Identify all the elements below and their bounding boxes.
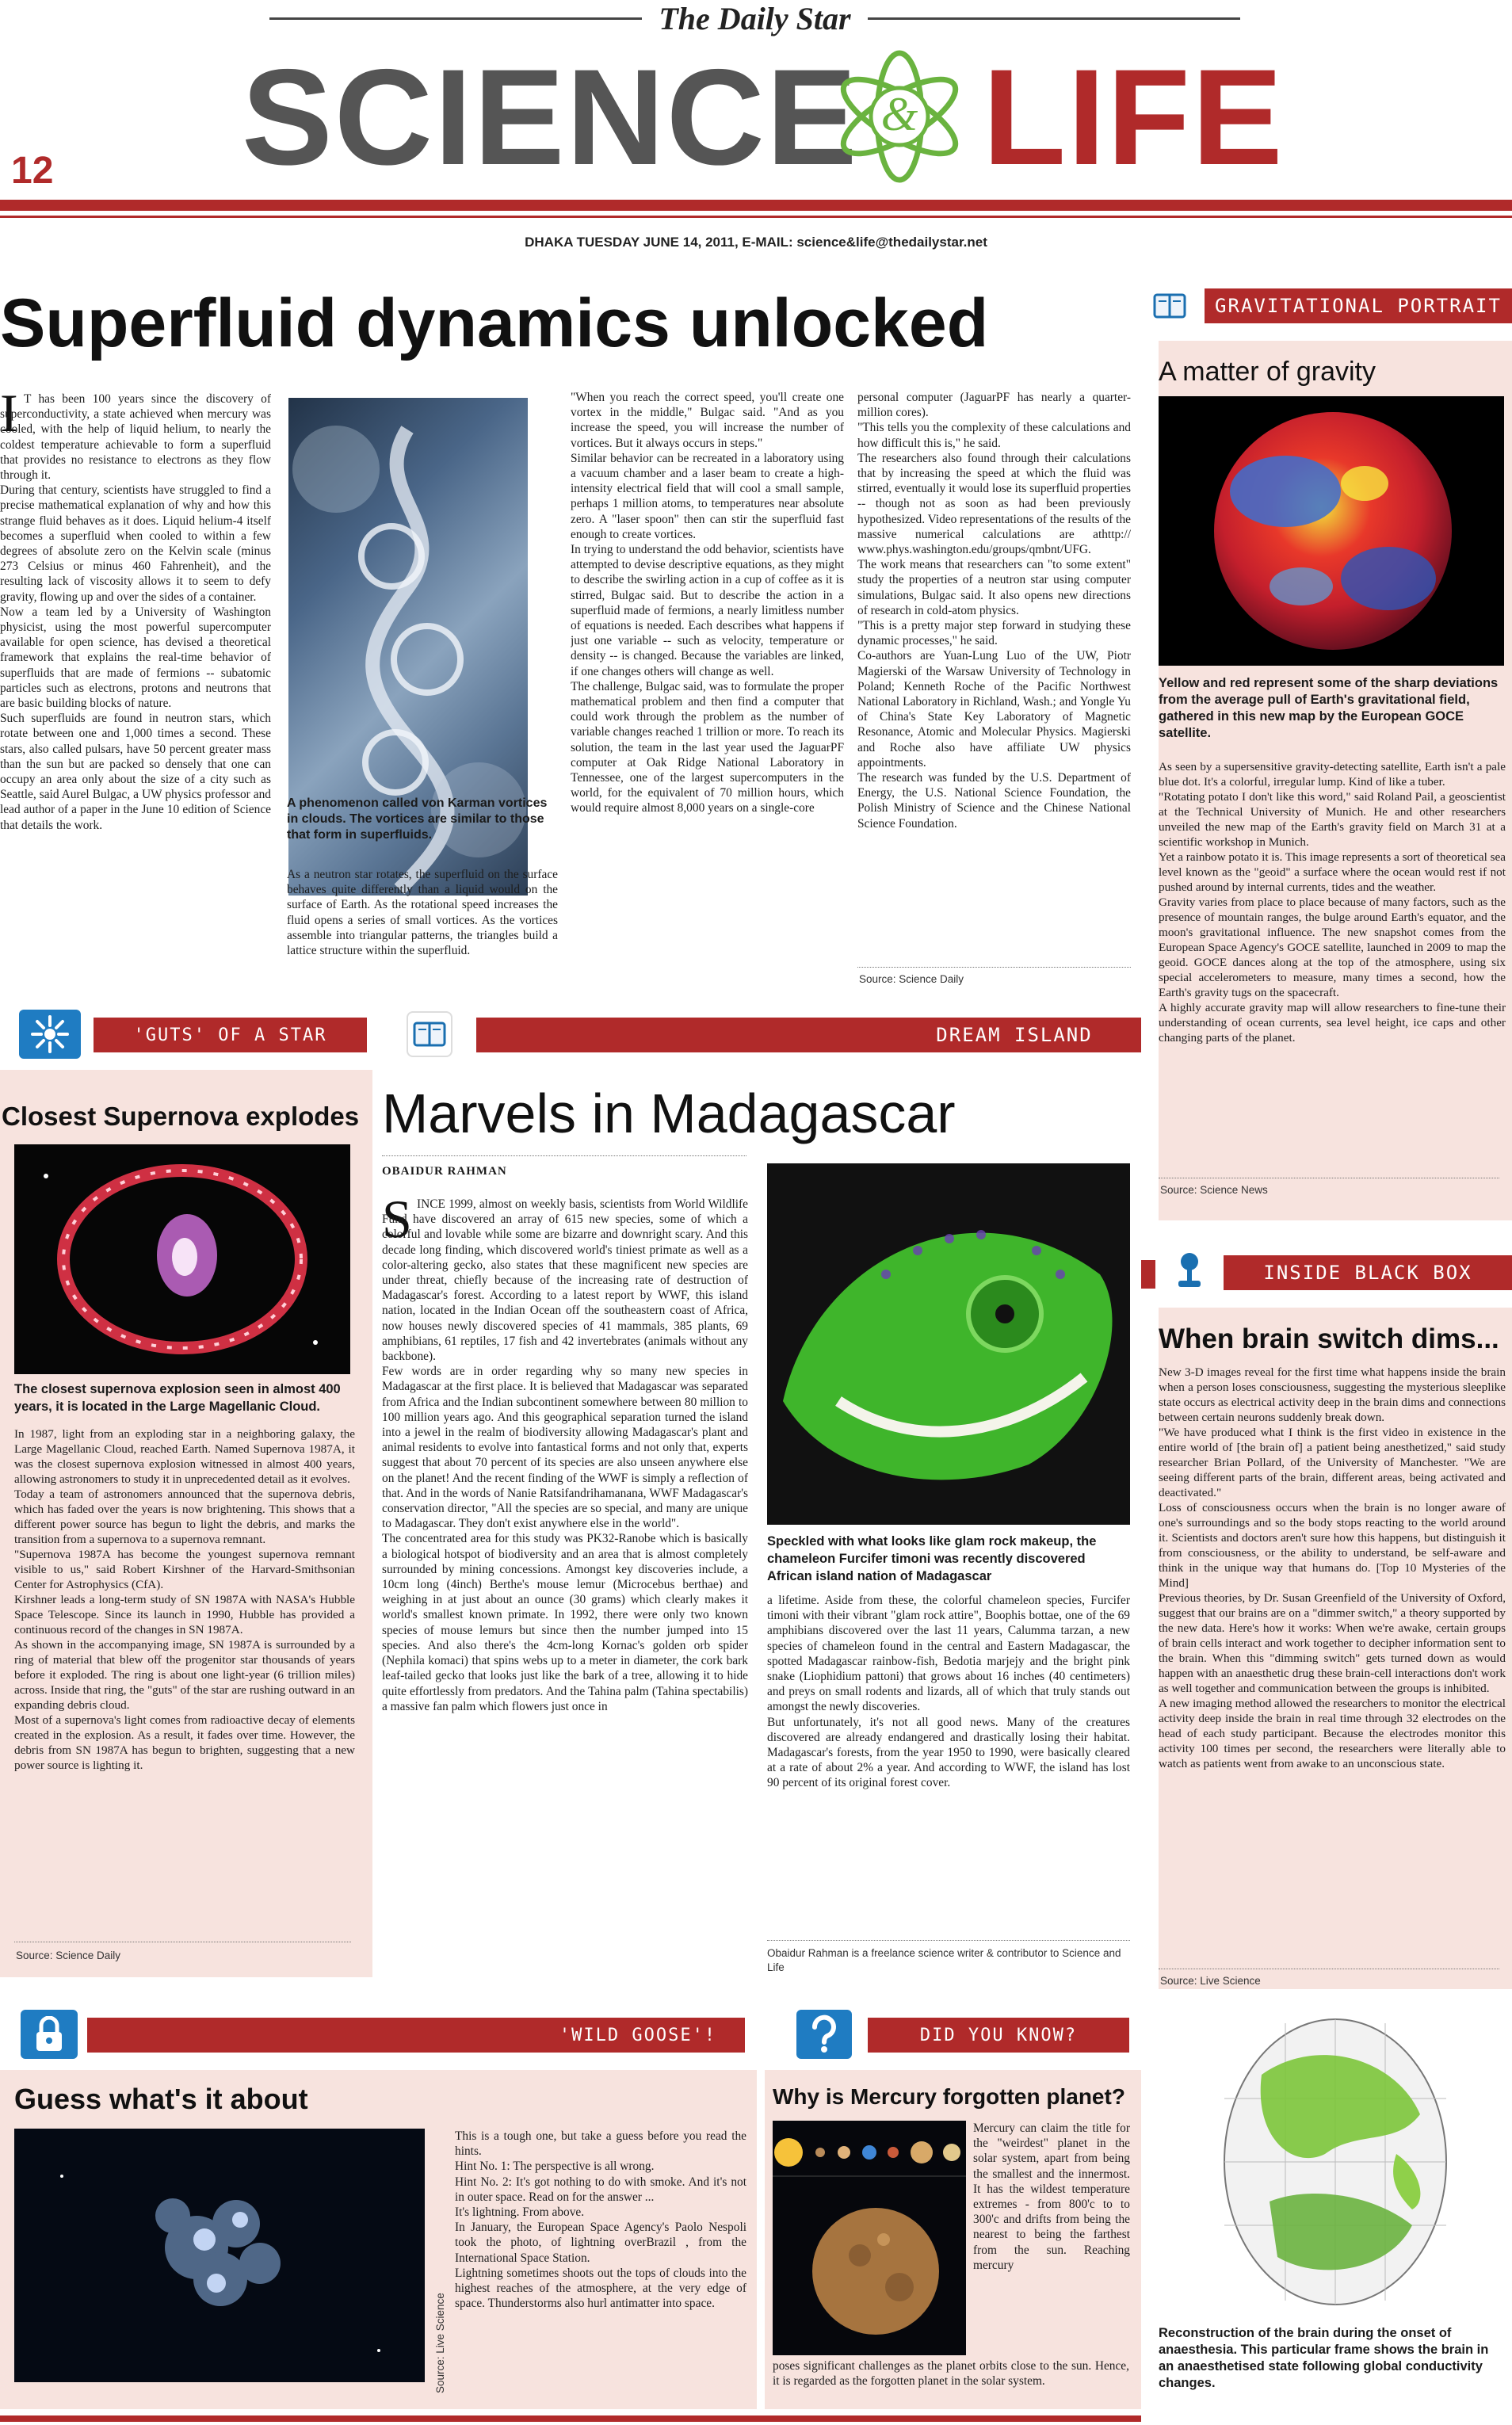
brain-icon-box xyxy=(1165,1246,1214,1295)
geoid-caption: Yellow and red represent some of the sharp deviations from the average pull of Earth's gravitational field, gathered in this new map by the European GOCE satellite. xyxy=(1159,676,1499,740)
supernova-section-header xyxy=(0,1010,372,1059)
gravity-icon-box xyxy=(1147,284,1192,328)
brain-image xyxy=(1159,2003,1512,2320)
supernova-caption: The closest supernova explosion seen in almost 400 years, it is located in the Large Magellanic Cloud. xyxy=(14,1382,341,1414)
supernova-body: In 1987, light from an exploding star in a neighboring galaxy, the Large Magellanic Cloud, reached Earth. Named Supernova 1987A, it was the closest supernova explosion witnessed in almost 400 years, allowing astronomers to study it in unprecedented detail as it evolves. Today a team of astronomers announced that the supernova debris, which has faded over the years is now brightening. This shows that a different power source has begun to light the debris, and marks the transition from a supernova to a supernova remnant. "Supernova 1987A has become the youngest supernova remnant visible to us," said Robert Kirshner of the Harvard-Smithsonian Center for Astrophysics (CfA). Kirshner leads a long-term study of SN 1987A with NASA's Hubble Space Telescope. Since its launch in 1990, Hubble has provided a continuous record of the changes in SN 1987A. As shown in the accompanying image, SN 1987A is surrounded by a ring of material that blew off the progenitor star thousands of years before it exploded. The ring is about one light-year (6 trillion miles) across. Inside that ring, the "guts" of the star are rushing outward in an expanding debris cloud. Most of a supernova's light comes from radioactive decay of elements created in the explosion. As a result, it fades over time. However, the debris from SN 1987A has begun to brighten, suggesting that a new power source is lighting it. xyxy=(14,1427,355,1772)
masthead-red-rule xyxy=(0,200,1512,211)
masthead-thin-rule xyxy=(0,216,1512,218)
lock-icon xyxy=(33,2016,65,2053)
vortex-image-caption: A phenomenon called von Karman vortices in clouds. The vortices are similar to those that form in superfluids. xyxy=(287,796,548,842)
supernova-source: Source: Science Daily xyxy=(16,1950,121,1961)
supernova-image xyxy=(14,1144,350,1374)
madagascar-footer: Obaidur Rahman is a freelance science writer & contributor to Science and Life xyxy=(767,1947,1121,1973)
brain-headline: When brain switch dims... xyxy=(1159,1323,1499,1354)
science-life-logo xyxy=(832,49,967,184)
geoid-image xyxy=(1159,396,1504,666)
brain-section-header xyxy=(1141,1244,1512,1300)
superfluid-col3: "When you reach the correct speed, you'll create one vortex in the middle," Bulgac said. "And as you increase the speed, you will increase the number of vortices. But it always occurs in steps." Similar behavior can be recreated in a laboratory using a vacuum chamber and a laser beam to create a high-intensity electrical field that will cool a small sample, perhaps 1 million atoms, to temperatures near absolute zero. A "laser spoon" then can stir the superfluid fast enough to create vortices. In trying to understand the odd behavior, scientists have attempted to devise descriptive equations, as they might to describe the swirling action in a cup of coffee as it is stirred, Bulgac said. But to describe the action in a superfluid made of fermions, a nearly limitless number of equations is needed. Each describes what happens if just one variable -- such as velocity, temperature or density -- is changed. Because the variables are linked, if one changes others will change as well. The challenge, Bulgac said, was to formulate the proper mathematical problem and then find a computer that could work through the problem as the number of variable changes reached 1 trillion or more. To reach its solution, the team in the last year used the JaguarPF computer at Oak Ridge National Laboratory in Tennessee, one of the largest supercomputers in the world, for the equivalent of 70 million hours, which would require almost 8,000 years on a single-core xyxy=(571,391,844,815)
masthead xyxy=(0,0,1512,269)
supernova-icon-box xyxy=(19,1010,81,1059)
book-icon xyxy=(1152,290,1187,322)
guess-headline: Guess what's it about xyxy=(14,2083,308,2115)
madagascar-footer-rule xyxy=(767,1940,1130,1941)
brain-source: Source: Live Science xyxy=(1160,1975,1261,1987)
guess-body: This is a tough one, but take a guess before you read the hints. Hint No. 1: The perspective is all wrong. Hint No. 2: It's got nothing to do with smoke. And it's not in outer space. Read on for the answer ... It's lightning. From above. In January, the European Space Agency's Paolo Nespoli took the photo, of lightning overBrazil , from the International Space Station. Lightning sometimes shoots out the tops of clouds into the highest reaches of the atmosphere, at the very edge of space. Thunderstorms also hurl antimatter into space. xyxy=(455,2129,746,2311)
superfluid-headline: Superfluid dynamics unlocked xyxy=(0,285,989,361)
supernova-ring-graphic xyxy=(14,1144,350,1374)
star-burst-icon xyxy=(30,1014,70,1054)
chameleon-caption: Speckled with what looks like glam rock makeup, the chameleon Furcifer timoni was recently discovered African island nation of Madagascar xyxy=(767,1534,1097,1583)
superfluid-article xyxy=(0,269,1141,991)
mercury-icon-box xyxy=(796,2010,852,2059)
title-science: SCIENCE xyxy=(242,41,859,193)
mercury-section-label: DID YOU KNOW? xyxy=(868,2018,1129,2053)
gravity-section-label: GRAVITATIONAL PORTRAIT xyxy=(1205,288,1512,323)
guess-section-header xyxy=(0,2010,745,2059)
madagascar-icon-box xyxy=(407,1011,452,1057)
supernova-headline: Closest Supernova explodes xyxy=(2,1102,360,1131)
madagascar-section-header xyxy=(400,1010,1141,1059)
title-life: LIFE xyxy=(983,41,1285,193)
madagascar-col1: INCE 1999, almost on weekly basis, scientists from World Wildlife Fund have discovered an array of 615 new species, some of which a colorful and lovable while some are bizarre and downright scary. And this decade long finding, which discovered world's tiniest primate as well as a color-altering gecko, also states that these magnificent new species are under threat, chiefly because of the increasing rate of destruction of Madagascar's forest. According to a latest report by WWF, this island nation, located in the Indian Ocean off the southeastern coast of Africa, now houses newly discovered species of 41 mammals, 385 plants, 69 amphibians, 61 reptiles, 17 fish and 42 invertebrates (animals without any backbone). Few words are in order regarding why so many new species in Madagascar at the first place. It is believed that Madagascar was separated from Africa and the Indian subcontinent somewhere between 80 million to 100 million years ago. And this geographical separation turned the island into a jewel in the realm of biodiversity allowing Madagascar's plant and animal residents to evolve into fantastical forms and not only that, experts suggest that about 70 percent of its species are also unseen anywhere else on the planet! And the recent finding of the WWF is simply a reflection of that. And in the words of Nanie Ratsifandrihamanana, WWF Madagascar's conservation director, "All the species are so special, and many are unique to Madagascar. They don't exist anywhere else in the world". The concentrated area for this study was PK32-Ranobe which is basically a biological hotspot of biodiversity and an area that is almost completely surrounded by mining concessions. Amongst key discoveries include, a 10cm long (4inch) Berthe's mouse lemur (Microcebus berthae) and weighing in at just about an ounce (30 grams) which clearly makes it world's smallest known primate. In 1992, there were only two known species of mouse lemurs but since then the number jumped into 15 species. And also there's the 4cm-long Kornac's golden orb spider (Nephila komaci) that spins webs up to a meter in diameter, the cork bark leaf-tailed gecko that looks just like the bark of a tree, allowing it to hide quite effortlessly from predators. And the Tahina palm (Tahina spectabilis) a massive fan palm which flowers just once in xyxy=(382,1197,748,1713)
guess-icon-box xyxy=(21,2010,78,2059)
madagascar-col2: a lifetime. Aside from these, the colorful chameleon species, Furcifer timoni with their vibrant "glam rock attire", Boophis bottae, one of the 69 amphibians discovered over the last 11 years, Calumma tarzan, a new species of chameleon found in the central and Eastern Madagascar, the spotted Madagascar rainbow-fish, Bedotia marjejy and the bright pink snake (Liophidium pattoni) that grows about 16 inches (40 centimeters) and preys on small rodents and lizards, all of which that truly stands out amongst the newly discoveries. But unfortunately, it's not all good news. Many of the creatures discovered are already endangered and drastically losing their habitat. Madagascar's forests, from the year 1950 to 1990, were basically cleared at a rate of about 2% a year. And according to WWF, the island has lost 90 percent of its original forest cover. xyxy=(767,1594,1130,1790)
mercury-body-right: Mercury can claim the title for the "weirdest" planet in the solar system, apart from being the smallest and the innermost. It has the wildest temperature extremes - from 800'c to to 300'c and drifts from being the nearest to being the farthest from the sun. Reaching mercury xyxy=(973,2121,1130,2272)
supernova-section-label: 'GUTS' OF A STAR xyxy=(94,1018,367,1052)
gravity-headline: A matter of gravity xyxy=(1159,357,1376,387)
superfluid-col4: personal computer (JaguarPF has nearly a quarter-million cores). "This tells you the complexity of these calculations and how difficult this is," he said. The researchers also found through their calculations that by increasing the speed at which the fluid was stirred, eventually it would lose its superfluid properties -- though not as soon as had been previously hypothesized. Video representations of the results of the massive numerical calculations are athttp:// www.phys.washington.edu/groups/qmbnt/UFG. The work means that researchers can "to some extent" study the properties of a neutron star using computer simulations, Bulgac said. It also opens new directions of research in cold-atom physics. "This is a pretty major step forward in studying these dynamic processes," he said. Co-authors are Yuan-Lung Luo of the UW, Piotr Magierski of the Warsaw University of Technology in Poland; Kenneth Roche of the Pacific Northwest National Laboratory in Richland, Wash.; and Yongle Yu of China's State Key Laboratory of Magnetic Resonance, Atomic and Molecular Physics. Magierski and Roche also have affiliate UW physics appointments. The research was funded by the U.S. Department of Energy, the U.S. National Science Foundation, the Polish Ministry of Science and the Chinese National Science Foundation. xyxy=(857,391,1131,831)
brain-left-bar xyxy=(1141,1260,1155,1289)
superfluid-dropcap: I xyxy=(0,383,18,443)
lightning-image xyxy=(14,2129,425,2382)
question-mark-icon xyxy=(808,2014,840,2054)
superfluid-source-rule xyxy=(857,967,1131,968)
madagascar-headline: Marvels in Madagascar xyxy=(382,1083,956,1144)
lightning-from-space-graphic xyxy=(14,2129,425,2382)
mercury-headline: Why is Mercury forgotten planet? xyxy=(773,2084,1125,2109)
masthead-top-rule-left xyxy=(269,17,642,20)
chameleon-image xyxy=(767,1163,1130,1525)
paper-name: The Daily Star xyxy=(659,1,851,36)
page-number: 12 xyxy=(11,150,54,192)
dateline: DHAKA TUESDAY JUNE 14, 2011, E-MAIL: science&life@thedailystar.net xyxy=(525,235,987,250)
brain-caption: Reconstruction of the brain during the onset of anaesthesia. This particular frame shows the brain in an anaesthetised state following global conductivity changes. xyxy=(1159,2326,1489,2390)
brain-body: New 3-D images reveal for the first time what happens inside the brain when a person loses consciousness, suggesting the mysterious sleeplike state occurs as electrical activity deep in the brain dims and connections between certain neurons suddenly break down. "We have produced what I think is the first video in existence in the entire world of [the brain of] a patient being anesthetized," said study researcher Brian Pollard, of the University of Manchester. "We are seeing different parts of the brain, different areas, being activated and deactivated." Loss of consciousness occurs when the brain is no longer aware of one's surroundings and so the body stops reacting to the world around it. Scientists and doctors aren't sure how this happens, but distinguish it from consciousness, or the ability to understand, be self-aware and think in the unique way that humans do. [Top 10 Mysteries of the Mind] Previous theories, by Dr. Susan Greenfield of the University of Oxford, suggest that our brains are on a "dimmer switch," a theory supported by the new data. Here's how it works: When we're awake, certain groups of brain cells interact and work together to decipher information sent to the brain. When this "dimming switch" gets turned down as would happen with an anaesthetic drug these brain-cell interactions don't work as well together and communication between the groups is inhibited. A new imaging method allowed the researchers to monitor the electrical activity deep inside the brain in real time through 32 electrodes on the head of each study participant. Because the electrodes monitor this activity 100 times per second, the researchers were literally able to watch as patients went from awake to an unconscious state. xyxy=(1159,1365,1506,1770)
chameleon-graphic xyxy=(767,1163,1130,1525)
mercury-body-bottom: poses significant challenges as the planet orbits close to the sun. Hence, it is regarded as the forgotten planet in the solar system. xyxy=(773,2359,1129,2389)
geoid-globe-graphic xyxy=(1159,396,1504,666)
superfluid-source: Source: Science Daily xyxy=(859,973,964,985)
lamp-icon xyxy=(1172,1251,1207,1290)
guess-source: Source: Live Science xyxy=(434,2293,446,2393)
madagascar-section-label: DREAM ISLAND xyxy=(936,1024,1093,1046)
brain-mesh-graphic xyxy=(1159,2003,1512,2320)
mercury-section-header xyxy=(765,2010,1145,2059)
masthead-top-rule-right xyxy=(868,17,1240,20)
book-icon xyxy=(412,1018,447,1050)
madagascar-byline: OBAIDUR RAHMAN xyxy=(382,1165,507,1178)
gravity-body: As seen by a supersensitive gravity-detecting satellite, Earth isn't a pale blue dot. It's a colorful, irregular lump. Kind of like a tuber. "Rotating potato I don't like this word," said Roland Pail, a geoscientist at the Technical University of Munich. He and other researchers unveiled the new map of the Earth's gravity field on March 31 at a scientific workshop in Munich. Yet a rainbow potato it is. This image represents a sort of theoretical sea level known as the "geoid" a surface where the ocean would rest if not pushed around by internal currents, tides and the weather. Gravity varies from place to place because of many factors, such as the presence of mountain ranges, the bulge around Earth's equator, and the moon's gravitational influence. The new snapshot comes from the European Space Agency's GOCE satellite, launched in 2009 to map the geoid. GOCE dances along at the top of the atmosphere, using six special accelerometers to measure, many times a second, how the Earth's gravity tugs on the spacecraft. A highly accurate gravity map will allow researchers to fine-tune their understanding of ocean currents, sea level height, ice caps and other changing parts of the planet. xyxy=(1159,760,1506,1044)
brain-section-label: INSIDE BLACK BOX xyxy=(1224,1255,1512,1290)
gravity-section-header xyxy=(1141,282,1512,330)
page-bottom-rule xyxy=(0,2415,1141,2422)
gravity-source: Source: Science News xyxy=(1160,1184,1268,1196)
superfluid-col2-bottom: As a neutron star rotates, the superfluid on the surface behaves quite differently than a liquid would on the surface of Earth. As the rotational speed increases the fluid opens a series of small vortices. As the vortices assemble into triangular patterns, the triangles build a lattice structure within the superfluid. xyxy=(287,868,558,958)
logo-ampersand: & xyxy=(880,88,918,140)
superfluid-col1: T has been 100 years since the discovery of superconductivity, a state achieved when mercury was cooled, with the help of liquid helium, to nearly the coldest temperature achievable to form a superfluid that provides no resistance to electrons as they flow through it. During that century, scientists have struggled to find a precise mathematical explanation of why and how this strange fluid behaves as it does. Liquid helium-4 itself becomes a superfluid when cooled to within a few degrees of absolute zero on the Kelvin scale (minus 273 Celsius or minus 460 Fahrenheit), and the resulting lack of viscosity allows it to seem to defy gravity, flowing up and over the sides of a container. Now a team led by a University of Washington physicist, using the most powerful supercomputer available for open science, has devised a theoretical framework that explains the real-time behavior of superfluids that are made of fermions -- subatomic particles such as electrons, protons and neutrons that are basic building blocks of nature. Such superfluids are found in neutron stars, which rotate between one and 1,000 times a second. These stars, also called pulsars, have 50 percent greater mass than the sun but are packed so densely that one can occupy an area only about the size of a city such as Seattle, said Aurel Bulgac, a UW physics professor and lead author of a paper in the June 10 edition of Science that details the work. xyxy=(0,392,271,832)
guess-section-label: 'WILD GOOSE'! xyxy=(559,2025,717,2045)
madagascar-headline-rule xyxy=(382,1155,746,1156)
mercury-planet-graphic xyxy=(773,2121,966,2355)
solar-system-image xyxy=(773,2121,966,2355)
madagascar-dropcap: S xyxy=(382,1189,412,1249)
